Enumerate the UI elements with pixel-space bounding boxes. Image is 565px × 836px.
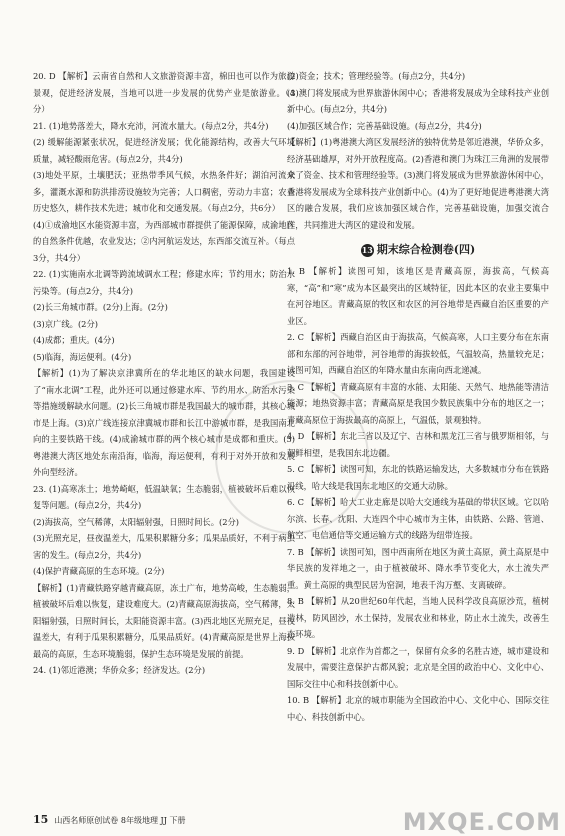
site-watermark: MXQE.COM xyxy=(402,808,561,836)
answer-paragraph: (2) 缓解能源紧张状况，促进经济发展；优化能源结构，改善大气环境质量，减轻酸雨危害。(每点2分，共4分) xyxy=(33,137,295,164)
answer-paragraph: (3)光照充足，昼夜温差大，瓜果积累糖分多；瓜果品质好，不利于病虫害的发生。(每点2分，共4分) xyxy=(33,533,295,560)
answer-paragraph: (3)地处平原，土壤肥沃；亚热带季风气候，水热条件好；湖泊河流众多，灌溉水源和防洪排涝设施较为完善；人口稠密，劳动力丰富；农业历史悠久，耕作技术先进；城市化和交通发展。（每点2分，共6分） xyxy=(33,170,295,213)
answer-paragraph: (4)保护青藏高原的生态环境。(2分) xyxy=(33,566,165,576)
answer-paragraph: (2)海拔高，空气稀薄，太阳辐射强，日照时间长。(2分) xyxy=(33,516,240,527)
answer-paragraph: (3)京广线。(2分) xyxy=(33,318,98,329)
answer-paragraph: 【解析】(1)青藏铁路穿越青藏高原，冻土广布，地势高峻，生态脆弱，植被破坏后难以恢复，建设难度大。(2)青藏高原海拔高，空气稀薄，太阳辐射强，日照时间长，太阳能资源丰富。(3)西北地区光照充足，昼夜温差大，有利于瓜果积累糖分，瓜果品质好。(4)青藏高原是世界上海拔最高的高原，生态环境脆弱，保护生态环境是发展的前提。 xyxy=(33,582,295,659)
answer-paragraph: 【解析】(1)为了解决京津冀所在的华北地区的缺水问题，我国建设了“南水北调”工程，此外还可以通过修建水库、节约用水、防治水污染等措施缓解缺水问题。(2)长三角城市群是我国最大的城市群，其核心城市是上海。(3)京广线连接京津冀城市群和长江中游城市群，是我国南北向的主要铁路干线。(4)成渝城市群的两个核心城市是成都和重庆。(5)粤港澳大湾区地处东南沿海，临海，海运便利，有利于对外开放和发展外向型经济。 xyxy=(33,368,295,477)
answer-paragraph: 4. D 【解析】东北三省以及辽宁、吉林和黑龙江三省与俄罗斯相邻，与朝鲜相望，是我国东北边疆。 xyxy=(287,431,549,458)
section-badge: 13 xyxy=(361,244,373,255)
answer-paragraph: (2)长三角城市群。(2分)上海。(2分) xyxy=(33,302,168,312)
footer-text: 山西名师原创试卷 8年级地理 JJ 下册 xyxy=(54,816,186,825)
answer-paragraph: 20. D 【解析】云南省自然和人文旅游资源丰富，棉田也可以作为旅游景观，促进经济发展，当地可以进一步发展的优势产业是旅游业。（4分） xyxy=(33,71,295,114)
answer-paragraph: 1. B 【解析】读图可知，该地区是青藏高原，海拔高，气候高寒，“高”和“寒”成为本区最突出的区域特征，因此本区的农业主要集中在河谷地区。青藏高原的牧区和农区的河谷地带是西藏自治区重要的产业区。 xyxy=(287,266,549,326)
answer-paragraph: 【解析】(1)粤港澳大湾区发展经济的独特优势是邻近港澳，华侨众多，经济基础雄厚，对外开放程度高。(2)香港和澳门为珠江三角洲的发展带来了资金、技术和管理经验等。(3)澳门将发展成为世界旅游休闲中心，香港将发展成为全球科技产业创新中心。(4)为了更好地促进粤港澳大湾区的融合发展，我们应该加强区域合作，完善基础设施，加强交流合作，共同推进大湾区的建设和发展。 xyxy=(287,137,549,230)
page-footer xyxy=(33,813,185,826)
answer-paragraph: 24. (1)邻近港澳；华侨众多；经济发达。(2分) xyxy=(33,665,206,675)
answer-paragraph: 22. (1)实施南水北调等跨流域调水工程；修建水库；节约用水；防治水污染等。(每点2分，共4分) xyxy=(33,269,295,296)
answer-paragraph: 6. C 【解析】哈大工业走廊是以哈大交通线为基础的带状区域。它以哈尔滨、长春、沈阳、大连四个中心城市为主体，由铁路、公路、管道、航空、电信通信等交通运输方式的线路为纽带连接。 xyxy=(287,497,549,540)
answer-paragraph: 2. C 【解析】西藏自治区由于海拔高，气候高寒，人口主要分布在东南部和东部的河谷地带，河谷地带的海拔较低，气温较高，热量较充足；读图可知，西藏自治区的年降水量由东南向西北递减。 xyxy=(287,332,549,375)
answer-paragraph: 9. D 【解析】北京作为首都之一，保留有众多的名胜古迹，城市建设和发展中，需要注意保护古都风貌；北京是全国的政治中心、文化中心、国际交往中心和科技创新中心。 xyxy=(287,645,549,689)
answer-paragraph: (3)澳门将发展成为世界旅游休闲中心；香港将发展成为全球科技产业创新中心。(每点2分，共4分) xyxy=(287,87,549,114)
answer-paragraph: 7. B 【解析】读图可知，图中西南所在地区为黄土高原，黄土高原是中华民族的发祥地之一，由于植被破坏、降水季节变化大，水土流失严重。黄土高原的典型民居为窑洞，地表千沟万壑、支离破碎。 xyxy=(287,546,549,590)
answer-paragraph: (4)成都；重庆。(4分) xyxy=(33,335,115,345)
answer-paragraph: 8. B 【解析】从20世纪60年代起，当地人民科学改良高原沙荒，植树造林，防风固沙，水土保持，发展农业和林业，防止水土流失，改善生态环境。 xyxy=(287,596,549,639)
answer-paragraph: 21. (1)地势落差大，降水充沛，河流水量大。(每点2分，共4分) xyxy=(33,120,269,131)
section-title-text: 期末综合检测卷(四) xyxy=(376,243,476,256)
answer-paragraph: (5)临海，海运便利。(4分) xyxy=(33,351,132,362)
section-title xyxy=(287,241,549,259)
left-column xyxy=(33,68,295,679)
answer-paragraph: 23. (1)高寒冻土；地势崎岖，低温缺氧；生态脆弱，植被破坏后难以恢复等问题。(每点2分，共4分) xyxy=(33,483,295,510)
answer-paragraph: 3. C 【解析】青藏高原有丰富的水能、太阳能、天然气、地热能等清洁能源；地热资源丰富；青藏高原是我国少数民族集中分布的地区之一；青藏高原位于海拔最高的高原上，气温低，景观独特。 xyxy=(287,381,549,425)
answer-paragraph: (4)①成渝地区水能资源丰富，为西部城市群提供了能源保障，成渝地区的自然条件优越，农业发达；②内河航运发达，东西部交流互补。（每点3分，共4分） xyxy=(33,219,295,263)
answers-continued xyxy=(287,68,549,233)
page-number: 15 xyxy=(33,813,49,826)
answer-paragraph: 5. C 【解析】读图可知，东北的铁路运输发达，大多数城市分布在铁路沿线，哈大线是我国东北地区的交通大动脉。 xyxy=(287,464,549,491)
right-column xyxy=(287,68,549,725)
answers-section-4 xyxy=(287,263,549,725)
answer-paragraph: (4)加强区域合作；完善基础设施。(每点2分，共4分) xyxy=(287,120,482,131)
answer-paragraph: (2)资金；技术；管理经验等。(每点2分，共4分) xyxy=(287,71,466,81)
answer-paragraph: 10. B 【解析】北京的城市职能为全国政治中心、文化中心、国际交往中心、科技创新中心。 xyxy=(287,695,549,722)
